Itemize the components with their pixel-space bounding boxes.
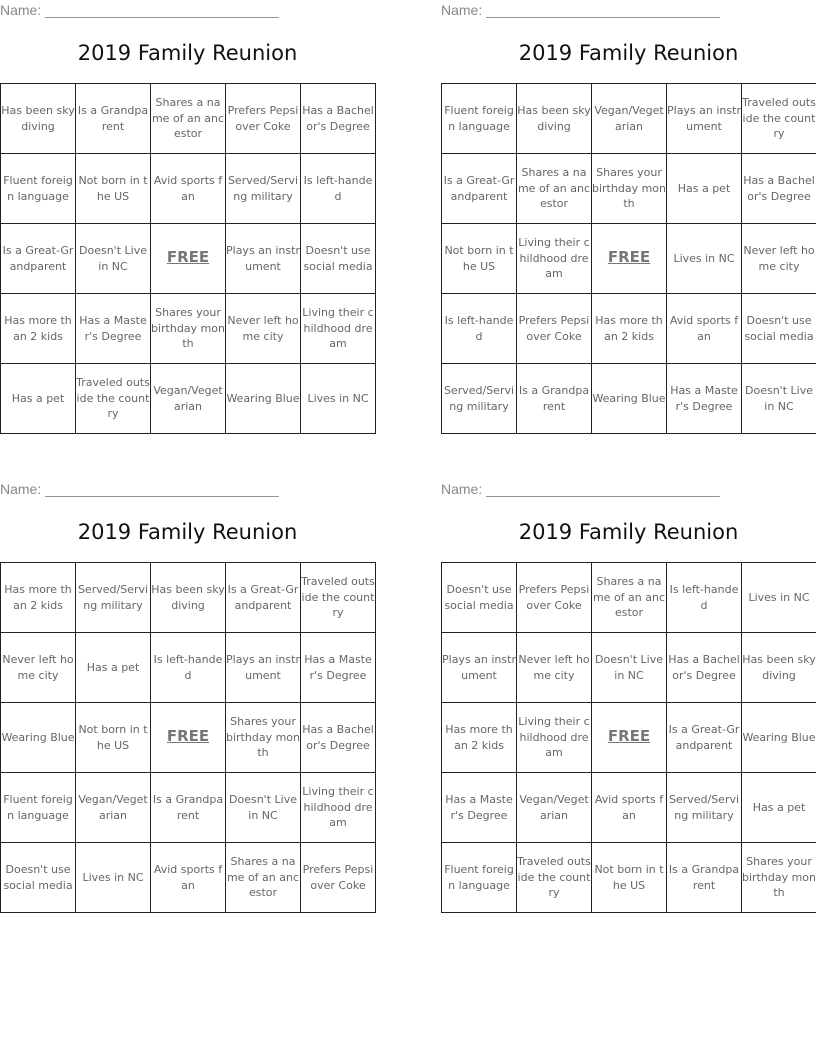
bingo-row — [1, 843, 376, 913]
bingo-cell: Lives in NC — [301, 364, 376, 434]
bingo-row — [442, 364, 816, 434]
name-field-label: Name: ______________________________ — [441, 2, 720, 18]
bingo-cell: Is a Grandparent — [667, 843, 742, 913]
bingo-card — [441, 0, 816, 440]
free-space — [592, 224, 667, 294]
bingo-cell: Lives in NC — [742, 563, 816, 633]
bingo-card — [0, 479, 375, 919]
bingo-row — [1, 154, 376, 224]
bingo-row — [442, 563, 816, 633]
bingo-cell: Plays an instrument — [226, 224, 301, 294]
bingo-row — [442, 294, 816, 364]
bingo-cell: Is a Great-Grandparent — [226, 563, 301, 633]
bingo-cell: Has a pet — [76, 633, 151, 703]
bingo-cell: Living their childhood dream — [517, 703, 592, 773]
name-field-label: Name: ______________________________ — [441, 481, 720, 497]
bingo-cell: Vegan/Vegetarian — [592, 84, 667, 154]
bingo-row — [1, 224, 376, 294]
free-space-label: FREE — [166, 248, 210, 267]
free-space-label: FREE — [166, 727, 210, 746]
bingo-cell: Is left-handed — [151, 633, 226, 703]
bingo-cell: Wearing Blue — [1, 703, 76, 773]
bingo-cell: Doesn't use social media — [742, 294, 816, 364]
card-title: 2019 Family Reunion — [518, 520, 739, 544]
bingo-cell: Traveled outside the country — [76, 364, 151, 434]
bingo-row — [1, 364, 376, 434]
bingo-cell: Served/Serving military — [226, 154, 301, 224]
bingo-cell: Not born in the US — [76, 703, 151, 773]
bingo-cell: Has more than 2 kids — [442, 703, 517, 773]
bingo-cell: Doesn't Live in NC — [226, 773, 301, 843]
free-space — [592, 703, 667, 773]
bingo-cell: Doesn't Live in NC — [592, 633, 667, 703]
free-space — [151, 224, 226, 294]
bingo-cell: Doesn't use social media — [442, 563, 517, 633]
bingo-cell: Doesn't Live in NC — [742, 364, 816, 434]
name-field-label: Name: ______________________________ — [0, 481, 279, 497]
bingo-row — [442, 633, 816, 703]
bingo-row — [442, 154, 816, 224]
bingo-cell: Is left-handed — [301, 154, 376, 224]
bingo-cell: Avid sports fan — [151, 154, 226, 224]
bingo-cell: Never left home city — [226, 294, 301, 364]
bingo-cell: Shares a name of an ancestor — [151, 84, 226, 154]
bingo-cell: Served/Serving military — [76, 563, 151, 633]
bingo-row — [1, 84, 376, 154]
bingo-cell: Shares your birthday month — [592, 154, 667, 224]
bingo-card — [441, 479, 816, 919]
bingo-cell: Wearing Blue — [742, 703, 816, 773]
card-title: 2019 Family Reunion — [77, 520, 298, 544]
bingo-cell: Shares a name of an ancestor — [517, 154, 592, 224]
bingo-cell: Is left-handed — [442, 294, 517, 364]
bingo-cell: Vegan/Vegetarian — [76, 773, 151, 843]
bingo-row — [1, 294, 376, 364]
bingo-cell: Has a Master's Degree — [442, 773, 517, 843]
bingo-cell: Plays an instrument — [226, 633, 301, 703]
bingo-cell: Shares a name of an ancestor — [226, 843, 301, 913]
bingo-cell: Has a pet — [667, 154, 742, 224]
bingo-cell: Has a pet — [1, 364, 76, 434]
bingo-cell: Has been skydiving — [1, 84, 76, 154]
bingo-cell: Traveled outside the country — [742, 84, 816, 154]
bingo-cell: Avid sports fan — [592, 773, 667, 843]
bingo-cell: Shares your birthday month — [151, 294, 226, 364]
bingo-row — [1, 563, 376, 633]
bingo-cell: Has a Bachelor's Degree — [742, 154, 816, 224]
bingo-cell: Has been skydiving — [151, 563, 226, 633]
bingo-cell: Avid sports fan — [151, 843, 226, 913]
bingo-cell: Fluent foreign language — [442, 843, 517, 913]
bingo-cell: Fluent foreign language — [442, 84, 517, 154]
bingo-cell: Lives in NC — [76, 843, 151, 913]
bingo-cell: Has been skydiving — [517, 84, 592, 154]
free-space-label: FREE — [607, 248, 651, 267]
bingo-cell: Is a Great-Grandparent — [1, 224, 76, 294]
bingo-grid — [0, 562, 376, 913]
card-title: 2019 Family Reunion — [77, 41, 298, 65]
bingo-cell: Never left home city — [517, 633, 592, 703]
bingo-cell: Has a Bachelor's Degree — [667, 633, 742, 703]
bingo-cell: Never left home city — [1, 633, 76, 703]
bingo-cell: Not born in the US — [442, 224, 517, 294]
free-space — [151, 703, 226, 773]
bingo-cell: Is a Great-Grandparent — [667, 703, 742, 773]
bingo-row — [442, 84, 816, 154]
bingo-cell: Avid sports fan — [667, 294, 742, 364]
bingo-grid — [441, 562, 816, 913]
bingo-cell: Is left-handed — [667, 563, 742, 633]
bingo-cell: Wearing Blue — [226, 364, 301, 434]
bingo-cell: Not born in the US — [592, 843, 667, 913]
bingo-cell: Never left home city — [742, 224, 816, 294]
bingo-cell: Is a Grandparent — [517, 364, 592, 434]
bingo-cell: Doesn't use social media — [301, 224, 376, 294]
card-title: 2019 Family Reunion — [518, 41, 739, 65]
bingo-grid — [441, 83, 816, 434]
bingo-cell: Fluent foreign language — [1, 773, 76, 843]
bingo-cell: Is a Great-Grandparent — [442, 154, 517, 224]
bingo-cell: Has a Master's Degree — [76, 294, 151, 364]
bingo-row — [1, 703, 376, 773]
bingo-cell: Lives in NC — [667, 224, 742, 294]
bingo-cell: Served/Serving military — [442, 364, 517, 434]
bingo-cell: Doesn't use social media — [1, 843, 76, 913]
bingo-cell: Has been skydiving — [742, 633, 816, 703]
bingo-grid — [0, 83, 376, 434]
bingo-cell: Has a Master's Degree — [301, 633, 376, 703]
bingo-cell: Has more than 2 kids — [1, 563, 76, 633]
bingo-cell: Shares your birthday month — [226, 703, 301, 773]
bingo-row — [1, 773, 376, 843]
bingo-cell: Plays an instrument — [442, 633, 517, 703]
bingo-cell: Doesn't Live in NC — [76, 224, 151, 294]
bingo-cell: Traveled outside the country — [301, 563, 376, 633]
bingo-cell: Has a Bachelor's Degree — [301, 84, 376, 154]
bingo-cell: Served/Serving military — [667, 773, 742, 843]
bingo-cell: Prefers Pepsi over Coke — [226, 84, 301, 154]
bingo-cell: Shares your birthday month — [742, 843, 816, 913]
bingo-cell: Fluent foreign language — [1, 154, 76, 224]
bingo-cell: Has a pet — [742, 773, 816, 843]
bingo-cell: Has a Bachelor's Degree — [301, 703, 376, 773]
bingo-cell: Living their childhood dream — [517, 224, 592, 294]
bingo-cell: Is a Grandparent — [76, 84, 151, 154]
bingo-cell: Prefers Pepsi over Coke — [301, 843, 376, 913]
bingo-cell: Prefers Pepsi over Coke — [517, 294, 592, 364]
bingo-row — [442, 224, 816, 294]
bingo-cell: Has a Master's Degree — [667, 364, 742, 434]
bingo-cell: Shares a name of an ancestor — [592, 563, 667, 633]
bingo-cell: Not born in the US — [76, 154, 151, 224]
bingo-cell: Vegan/Vegetarian — [517, 773, 592, 843]
bingo-cell: Has more than 2 kids — [1, 294, 76, 364]
bingo-cell: Is a Grandparent — [151, 773, 226, 843]
bingo-cell: Plays an instrument — [667, 84, 742, 154]
bingo-row — [442, 703, 816, 773]
free-space-label: FREE — [607, 727, 651, 746]
bingo-row — [442, 843, 816, 913]
bingo-row — [1, 633, 376, 703]
bingo-cell: Prefers Pepsi over Coke — [517, 563, 592, 633]
bingo-card — [0, 0, 375, 440]
bingo-row — [442, 773, 816, 843]
bingo-cell: Traveled outside the country — [517, 843, 592, 913]
bingo-cell: Living their childhood dream — [301, 294, 376, 364]
bingo-cell: Has more than 2 kids — [592, 294, 667, 364]
bingo-cell: Vegan/Vegetarian — [151, 364, 226, 434]
name-field-label: Name: ______________________________ — [0, 2, 279, 18]
bingo-cell: Living their childhood dream — [301, 773, 376, 843]
bingo-cell: Wearing Blue — [592, 364, 667, 434]
